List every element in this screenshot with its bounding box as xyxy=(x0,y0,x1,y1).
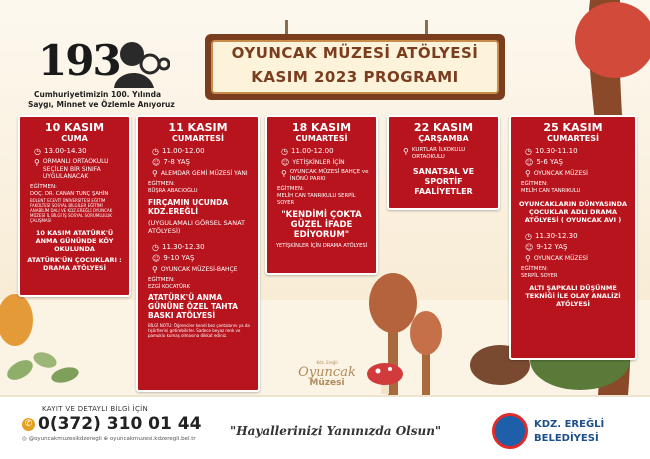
museum-logo-small: Kdz. Ereğli xyxy=(316,360,338,365)
card-date: 10 KASIM xyxy=(44,121,105,134)
clock-icon: ◷ xyxy=(152,147,159,156)
event-subtitle: (UYGULAMALI GÖRSEL SANAT ATÖLYESİ) xyxy=(148,218,245,235)
card-date: 18 KASIM xyxy=(291,121,352,134)
event-title: 10 KASIM ATATÜRK'Ü ANMA GÜNÜNDE KÖY OKULUNDA xyxy=(35,229,114,253)
event-card-11-kasim xyxy=(136,115,260,392)
location-pin-icon: ⚲ xyxy=(34,158,40,167)
museum-logo-name: Oyuncak xyxy=(298,365,356,380)
museum-logo-word: Müzesi xyxy=(309,378,345,388)
mushroom-illustration xyxy=(365,360,405,394)
card-day: CUMA xyxy=(61,134,88,143)
card-place: OYUNCAK MÜZESİ xyxy=(533,170,588,177)
year-logo-text: 193 xyxy=(38,36,120,85)
anniversary-line1: Cumhuriyetimizin 100. Yılında xyxy=(34,90,162,99)
clock-icon: ◷ xyxy=(525,231,532,241)
card-place: ALEMDAR GEMİ MÜZESİ YANI xyxy=(160,170,248,177)
card-day: ÇARŞAMBA xyxy=(418,134,469,143)
clock-icon: ◷ xyxy=(525,147,532,156)
group-icon: ☺ xyxy=(525,158,534,167)
municipality-logo xyxy=(492,413,642,451)
info-label: KAYIT VE DETAYLI BİLGİ İÇİN xyxy=(42,405,149,413)
card-place: OYUNCAK MÜZESİ xyxy=(533,254,588,262)
event-title: ALTI ŞAPKALI DÜŞÜNME TEKNİĞİ İLE OLAY ANALİZİ ATÖLYESİ xyxy=(525,284,621,308)
trainer-label: EĞİTMEN: xyxy=(148,276,175,283)
clock-icon: ◷ xyxy=(281,147,288,156)
age-row xyxy=(281,158,370,167)
place-row xyxy=(525,254,629,263)
card-place: OYUNCAK MÜZESİ-BAHÇE xyxy=(160,265,238,273)
social-links xyxy=(22,436,196,442)
event-card-25-kasim xyxy=(509,115,637,360)
card-day: CUMARTESİ xyxy=(172,134,224,143)
phone-icon: ✆ xyxy=(22,418,35,431)
museum-logo xyxy=(292,360,362,400)
event-title: "KENDİMİ ÇOKTA GÜZEL İFADE EDİYORUM" xyxy=(281,210,362,240)
trainer-name: MELİH CAN TANRIKULU SERPİL SOYER xyxy=(277,193,356,206)
trainer-name: DOÇ. DR. CANAN TUNÇ ŞAHİN xyxy=(30,190,109,197)
municipality-name-line2: BELEDİYESİ xyxy=(534,433,599,444)
event-card-22-kasim xyxy=(387,115,500,210)
location-pin-icon: ⚲ xyxy=(525,169,531,178)
instagram-handle[interactable]: @oyuncakmuzesikdzeregli xyxy=(28,436,102,442)
autumn-tree-left-illustration xyxy=(0,290,40,350)
ataturk-anniversary-logo xyxy=(28,30,178,116)
page-title-line1: OYUNCAK MÜZESİ ATÖLYESİ xyxy=(231,44,479,62)
card-age: 7-8 YAŞ xyxy=(163,158,190,166)
group-icon: ☺ xyxy=(525,242,534,252)
card-place: ORMANLI ORTAOKULU SEÇİLEN BİR SINIFA UYGULANACAK xyxy=(42,158,109,180)
place-row xyxy=(152,169,252,178)
trainer-label: EĞİTMEN: xyxy=(148,181,175,187)
place-row xyxy=(403,147,492,161)
group-icon: ☺ xyxy=(152,253,161,263)
card-time: 11.30-12.30 xyxy=(161,242,205,251)
info-note: BİLGİ NOTU: Öğrenciler kendi bez çantalarını ya da tişörtlerini getirebilirler. Sadece beyaz renk ve pamuklu kumaş olmasına dikkat ediniz. xyxy=(148,323,250,338)
card-age: YETİŞKİNLER İÇİN xyxy=(292,159,345,166)
motto-text: "Hayallerinizi Yanınızda Olsun" xyxy=(230,424,442,438)
card-age: 5-6 YAŞ xyxy=(536,158,563,166)
anniversary-line2: Saygı, Minnet ve Özlemle Anıyoruz xyxy=(28,100,175,109)
event-subtitle: YETİŞKİNLER İÇİN DRAMA ATÖLYESİ xyxy=(275,243,368,249)
ataturk-silhouette-icon xyxy=(108,34,170,88)
municipality-emblem-icon xyxy=(492,413,528,449)
card-time: 11.00-12.00 xyxy=(290,147,334,155)
card-date: 11 KASIM xyxy=(168,121,228,134)
event-title: OYUNCAKLARIN DÜNYASINDA ÇOCUKLAR ADLI DRAMA ATÖLYESİ ( OYUNCAK AVI ) xyxy=(518,199,628,224)
time-row xyxy=(525,147,629,156)
page-title-line2: KASIM 2023 PROGRAMI xyxy=(251,68,459,86)
trainer-name: EZGİ KOCATÜRK xyxy=(148,283,190,290)
card-time: 13.00-14.30 xyxy=(43,147,87,155)
location-pin-icon: ⚲ xyxy=(525,253,531,263)
card-date: 22 KASIM xyxy=(413,121,474,134)
municipality-name-line1: KDZ. EREĞLİ xyxy=(534,419,605,430)
clock-icon: ◷ xyxy=(152,242,159,252)
phone-prefix: 0(372) xyxy=(38,414,101,434)
time-row xyxy=(152,243,252,252)
place-row xyxy=(152,265,252,274)
group-icon: ☺ xyxy=(152,158,161,167)
event-card-18-kasim xyxy=(265,115,378,275)
phone-digits: 310 01 44 xyxy=(106,414,202,434)
event-title: SANATSAL VE SPORTİF FAALİYETLER xyxy=(412,167,475,196)
card-age: 9-10 YAŞ xyxy=(163,253,195,262)
title-sign xyxy=(205,20,505,102)
place-row xyxy=(34,158,123,181)
time-row xyxy=(152,147,252,156)
location-pin-icon: ⚲ xyxy=(152,169,158,178)
location-pin-icon: ⚲ xyxy=(281,169,287,178)
website-link[interactable]: oyuncakmuzesi.kdzeregli.bel.tr xyxy=(109,436,196,442)
event-card-10-kasim xyxy=(18,115,131,297)
trainer-label: EĞİTMEN: xyxy=(30,183,57,190)
trainer-description: BÜLENT ECEVİT ÜNİVERSİTESİ EĞİTİM FAKÜLTESİ SOSYAL BİLGİLER EĞİTİMİ ANABİLİM DALI VE KDZ.EREĞLİ OYUNCAK MÜZESİ İL BİLGİ İŞ SOSYAL SORUMLULUK ÇALIŞMASI xyxy=(30,198,113,223)
time-row xyxy=(525,232,629,241)
card-day: CUMARTESİ xyxy=(547,134,599,143)
web-icon: ⊕ xyxy=(103,436,109,442)
event-subtitle: ATATÜRK'ÜN ÇOCUKLARI : DRAMA ATÖLYESİ xyxy=(27,256,122,272)
card-age: 9-12 YAŞ xyxy=(536,242,568,251)
instagram-icon: ◎ xyxy=(22,436,27,442)
age-row xyxy=(152,158,252,167)
card-date: 25 KASIM xyxy=(543,121,603,134)
contact-block xyxy=(22,405,202,442)
event-title: FIRÇAMIN UCUNDA KDZ.EREĞLİ xyxy=(148,197,229,216)
group-icon: ☺ xyxy=(281,158,290,167)
card-time: 11.30-12.30 xyxy=(534,231,578,240)
trainer-name: MELİH CAN TANRIKULU xyxy=(521,188,581,194)
time-row xyxy=(281,147,370,156)
trainer-label: EĞİTMEN: xyxy=(277,186,304,192)
card-place: KURTLAR İLKOKULU ORTAOKULU xyxy=(411,147,466,160)
time-row xyxy=(34,147,123,156)
trainer-label: EĞİTMEN: xyxy=(521,181,548,187)
age-row xyxy=(152,254,252,263)
trainer-label: EĞİTMEN: xyxy=(521,265,548,272)
age-row xyxy=(525,243,629,252)
place-row xyxy=(525,169,629,178)
clock-icon: ◷ xyxy=(34,147,41,156)
card-day: CUMARTESİ xyxy=(295,134,348,143)
trainer-name: BÜŞRA ABACIOĞLU xyxy=(148,188,198,194)
place-row xyxy=(281,169,370,183)
card-time: 10.30-11.10 xyxy=(534,147,578,155)
location-pin-icon: ⚲ xyxy=(152,264,158,274)
trainer-name: SERPİL SOYER xyxy=(521,272,558,279)
phone-number[interactable] xyxy=(22,414,202,434)
card-place: OYUNCAK MÜZESİ BAHÇE ve İNÖNÜ PARKI xyxy=(289,169,369,182)
card-time: 11.00-12.00 xyxy=(161,147,205,155)
location-pin-icon: ⚲ xyxy=(403,147,409,156)
event-title: ATATÜRK'Ü ANMA GÜNÜNE ÖZEL TAHTA BASKI ATÖLYESİ xyxy=(148,293,238,320)
age-row xyxy=(525,158,629,167)
